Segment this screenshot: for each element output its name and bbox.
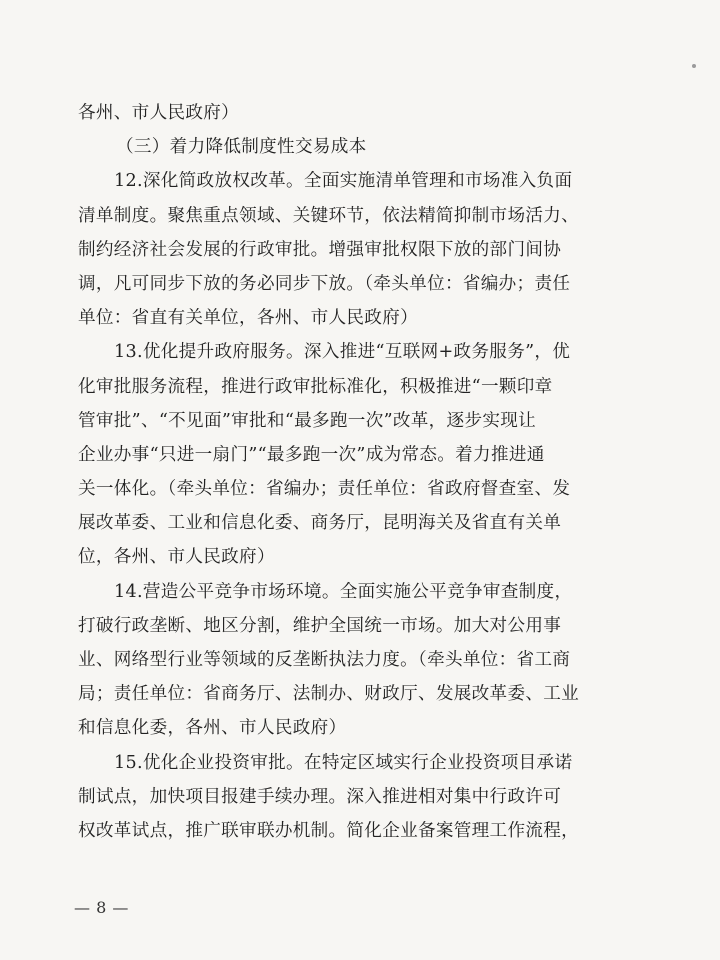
document-body <box>78 96 624 848</box>
paragraph-14-line: 局；责任单位：省商务厅、法制办、财政厅、发展改革委、工业 <box>78 684 580 705</box>
paragraph-12-line: 调，凡可同步下放的务必同步下放。（牵头单位：省编办；责任 <box>78 273 571 294</box>
paragraph-14-line: 14.营造公平竞争市场环境。全面实施公平竞争审查制度， <box>114 581 573 602</box>
section-heading: （三）着力降低制度性交易成本 <box>116 137 367 158</box>
paragraph-15-line: 15.优化企业投资审批。在特定区域实行企业投资项目承诺 <box>114 752 573 773</box>
paragraph-12-line: 单位：省直有关单位，各州、市人民政府） <box>78 308 418 329</box>
paragraph-12-line: 清单制度。聚焦重点领域、关键环节，依法精简抑制市场活力、 <box>78 205 580 226</box>
paragraph-13-line: 企业办事“只进一扇门”“最多跑一次”成为常态。着力推进通 <box>78 444 545 465</box>
paragraph-13-line: 13.优化提升政府服务。深入推进“互联网+政务服务”，优 <box>114 342 571 363</box>
paragraph-15-line: 权改革试点，推广联审联办机制。简化企业备案管理工作流程， <box>78 820 580 841</box>
paragraph-13-line: 位，各州、市人民政府） <box>78 547 275 568</box>
paragraph-14-line: 业、网络型行业等领域的反垄断执法力度。（牵头单位：省工商 <box>78 650 571 670</box>
paragraph-14-line: 和信息化委，各州、市人民政府） <box>78 718 347 739</box>
paragraph-13-line: 展改革委、工业和信息化委、商务厅，昆明海关及省直有关单 <box>78 513 562 534</box>
text-line: 各州、市人民政府） <box>78 103 240 123</box>
paragraph-14-line: 打破行政垄断、地区分割，维护全国统一市场。加大对公用事 <box>78 615 562 636</box>
page-number: — 8 — <box>74 898 129 917</box>
paragraph-13-line: 关一体化。（牵头单位：省编办；责任单位：省政府督查室、发 <box>78 479 571 500</box>
scan-mark <box>692 64 696 68</box>
paragraph-13-line: 化审批服务流程，推进行政审批标准化，积极推进“一颗印章 <box>78 376 553 397</box>
paragraph-13-line: 管审批”、“不见面”审批和“最多跑一次”改革，逐步实现让 <box>78 410 537 431</box>
paragraph-15-line: 制试点，加快项目报建手续办理。深入推进相对集中行政许可 <box>78 786 562 807</box>
paragraph-12-line: 12.深化简政放权改革。全面实施清单管理和市场准入负面 <box>114 171 573 192</box>
paragraph-12-line: 制约经济社会发展的行政审批。增强审批权限下放的部门间协 <box>78 239 562 260</box>
